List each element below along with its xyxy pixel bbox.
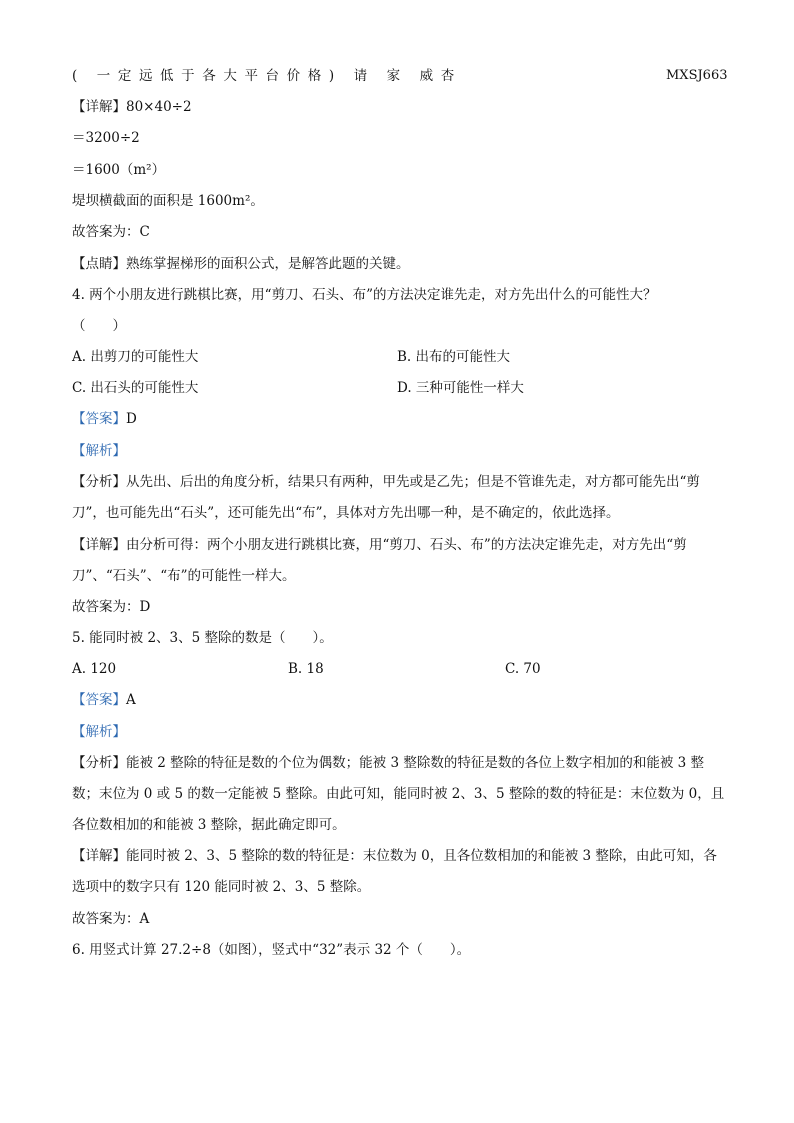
option-d: D. 三种可能性一样大 [397, 380, 524, 396]
question-stem: 4. 两个小朋友进行跳棋比赛，用“剪刀、石头、布”的方法决定谁先走，对方先出什么的可能性大？ [72, 287, 657, 303]
option-a: A. 120 [72, 661, 117, 677]
detail-line: 【详解】能同时被 2、3、5 整除的数的特征是：末位数为 0，且各位数相加的和能被 3 整除，由此可知，各 [72, 848, 717, 864]
conclusion-line: 堤坝横截面的面积是 1600m²。 [72, 193, 264, 209]
detail-line: 【详解】80×40÷2 [72, 99, 192, 115]
question-stem: 6. 用竖式计算 27.2÷8（如图），竖式中“32”表示 32 个（ ）。 [72, 942, 471, 958]
answer-value: D [126, 411, 137, 427]
detail-line: 选项中的数字只有 120 能同时被 2、3、5 整除。 [72, 879, 371, 895]
step-line: ＝3200÷2 [72, 130, 140, 146]
final-answer: 故答案为：A [72, 911, 150, 927]
step-line: ＝1600（m²） [72, 162, 166, 178]
answer-line: 故答案为：C [72, 224, 150, 240]
option-a: A. 出剪刀的可能性大 [72, 349, 199, 365]
detail-line: 刀”、“石头”、“布”的可能性一样大。 [72, 568, 296, 584]
analysis-line: 刀”，也可能先出“石头”，还可能先出“布”，具体对方先出哪一种，是不确定的，依此选择。 [72, 505, 620, 521]
comment-line: 【点睛】熟练掌握梯形的面积公式，是解答此题的关键。 [72, 256, 410, 272]
option-b: B. 18 [288, 661, 324, 677]
question-stem: 5. 能同时被 2、3、5 整除的数是（ ）。 [72, 630, 333, 646]
detail-line: 【详解】由分析可得：两个小朋友进行跳棋比赛，用“剪刀、石头、布”的方法决定谁先走，对方先出“剪 [72, 537, 687, 553]
analysis-tag: 【解析】 [72, 443, 126, 459]
header-left-text: ( 一定远低于各大平台价格) 请 家 威杏 [72, 68, 462, 84]
analysis-tag: 【解析】 [72, 724, 126, 740]
answer-blank: （ ） [72, 318, 126, 334]
answer-tag: 【答案】 [72, 692, 126, 708]
option-b: B. 出布的可能性大 [397, 349, 511, 365]
answer-line [72, 409, 137, 429]
answer-line [72, 690, 136, 710]
option-c: C. 出石头的可能性大 [72, 380, 199, 396]
analysis-line: 【分析】从先出、后出的角度分析，结果只有两种，甲先或是乙先；但是不管谁先走，对方都可能先出“剪 [72, 474, 700, 490]
analysis-line: 【分析】能被 2 整除的特征是数的个位为偶数；能被 3 整除数的特征是数的各位上数字相加的和能被 3 整 [72, 755, 705, 771]
analysis-line: 各位数相加的和能被 3 整除，据此确定即可。 [72, 817, 346, 833]
analysis-line: 数；末位为 0 或 5 的数一定能被 5 整除。由此可知，能同时被 2、3、5 整除的数的特征是：末位数为 0，且 [72, 786, 725, 802]
option-c: C. 70 [505, 661, 541, 677]
answer-value: A [126, 692, 136, 708]
answer-tag: 【答案】 [72, 411, 126, 427]
final-answer: 故答案为：D [72, 599, 151, 615]
header-code: MXSJ663 [666, 68, 728, 83]
